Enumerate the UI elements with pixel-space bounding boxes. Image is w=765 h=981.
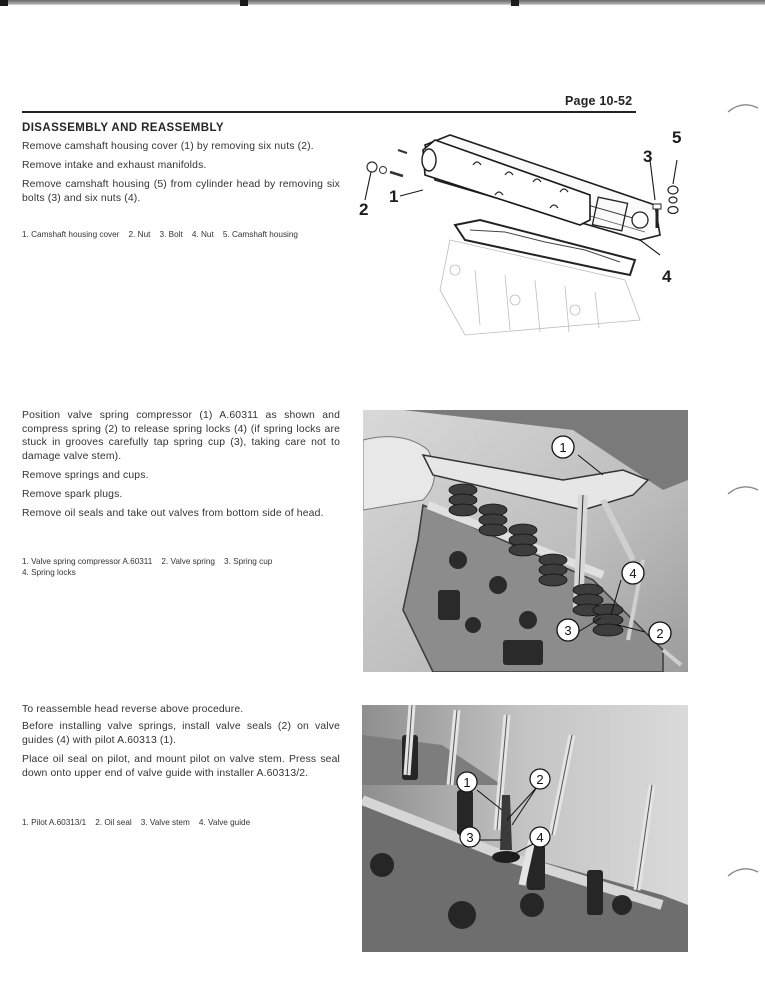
- photo-callout: 2: [656, 626, 664, 641]
- diagram-callout: 5: [672, 128, 682, 147]
- valve-seal-installation-photo: [362, 705, 688, 952]
- caption-line: 4. Spring locks: [22, 567, 76, 577]
- valve-spring-compressor-photo: [363, 410, 688, 672]
- photo-callout: 4: [629, 566, 637, 581]
- caption-item: 2. Nut: [128, 230, 151, 239]
- scan-edge-mark: [0, 0, 8, 6]
- photo-callout: 1: [463, 775, 471, 790]
- header-rule: [22, 111, 636, 113]
- caption-item: 1. Camshaft housing cover: [22, 230, 120, 239]
- diagram-callout: 1: [389, 187, 399, 206]
- scan-top-edge: [0, 0, 765, 5]
- camshaft-housing-exploded-diagram: [355, 120, 695, 340]
- instruction-paragraph: Remove spark plugs.: [22, 489, 123, 500]
- figure-caption: [22, 557, 342, 578]
- photo-callout: 1: [559, 440, 567, 455]
- caption-line: 1. Valve spring compressor A.60311 2. Valve spring 3. Spring cup: [22, 557, 273, 566]
- instruction-paragraph: Remove intake and exhaust manifolds.: [22, 160, 207, 171]
- photo-callout: 4: [536, 830, 544, 845]
- binder-hole-mark: [726, 100, 760, 116]
- instruction-paragraph: Place oil seal on pilot, and mount pilot on valve stem. Press seal down onto upper end of valve guide with installer A.60313/2.: [22, 754, 340, 779]
- photo-callout: 3: [466, 830, 474, 845]
- photo-callout: 2: [536, 772, 544, 787]
- caption-item: 3. Bolt: [159, 230, 183, 239]
- diagram-callout: 3: [643, 147, 653, 166]
- caption-item: 5. Camshaft housing: [222, 230, 298, 239]
- figure-caption: [22, 230, 342, 241]
- figure-caption: 1. Pilot A.60313/1 2. Oil seal 3. Valve stem 4. Valve guide: [22, 818, 251, 827]
- page-number: Page 10-52: [565, 94, 633, 108]
- section-heading: DISASSEMBLY AND REASSEMBLY: [22, 122, 224, 134]
- instruction-paragraph: Remove camshaft housing (5) from cylinder head by removing six bolts (3) and six nuts (4).: [22, 179, 340, 204]
- caption-item: 4. Nut: [191, 230, 214, 239]
- binder-hole-mark: [726, 864, 760, 880]
- binder-hole-mark: [726, 482, 760, 498]
- instruction-paragraph: Remove oil seals and take out valves from bottom side of head.: [22, 508, 324, 519]
- instruction-paragraph: Before installing valve springs, install valve seals (2) on valve guides (4) with pilot A.60313 (1).: [22, 721, 340, 746]
- scan-edge-mark: [240, 0, 248, 6]
- instruction-paragraph: Remove camshaft housing cover (1) by removing six nuts (2).: [22, 141, 314, 152]
- diagram-callout: 4: [662, 267, 672, 286]
- instruction-paragraph: Remove springs and cups.: [22, 470, 149, 481]
- scan-edge-mark: [511, 0, 519, 6]
- diagram-callout: 2: [359, 200, 369, 219]
- instruction-paragraph: To reassemble head reverse above procedure.: [22, 704, 244, 715]
- instruction-paragraph: Position valve spring compressor (1) A.60311 as shown and compress spring (2) to release spring locks (4) (if spring locks are stuck in grooves carefully tap spring cup (3), taking care not to damage valve stem).: [22, 410, 340, 462]
- photo-callout: 3: [564, 623, 572, 638]
